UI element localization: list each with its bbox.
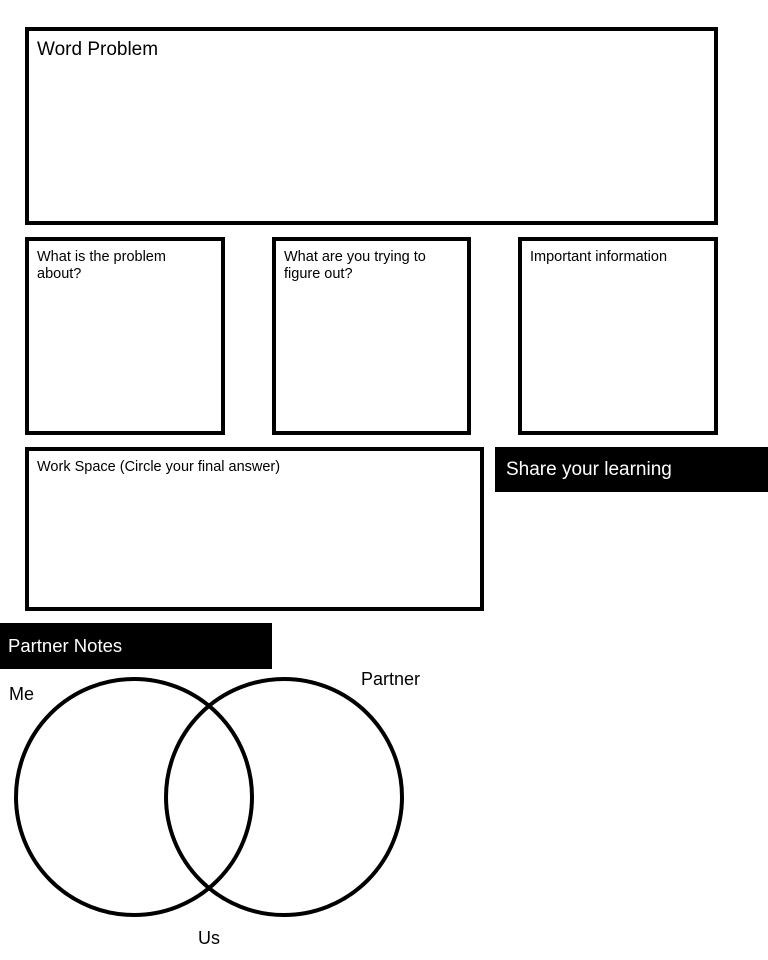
problem-about-label: What is the problem about? [37, 249, 166, 282]
important-info-label: Important information [530, 249, 668, 265]
problem-about-box[interactable] [25, 237, 225, 435]
share-learning-banner [495, 447, 768, 492]
work-space-label: Work Space (Circle your final answer) [37, 459, 281, 475]
figure-out-box[interactable] [272, 237, 471, 435]
venn-label-me: Me [9, 684, 35, 704]
venn-circle-partner[interactable] [166, 679, 402, 915]
figure-out-label: What are you trying to figure out? [284, 249, 426, 282]
important-info-box[interactable] [518, 237, 718, 435]
work-space-box[interactable] [25, 447, 484, 611]
partner-notes-label: Partner Notes [8, 635, 123, 656]
venn-label-us: Us [198, 928, 220, 948]
venn-label-partner: Partner [361, 669, 421, 689]
share-learning-label: Share your learning [506, 458, 672, 480]
word-problem-label: Word Problem [37, 39, 159, 60]
venn-circle-me[interactable] [16, 679, 252, 915]
venn-diagram [0, 660, 420, 930]
word-problem-box[interactable] [25, 27, 718, 225]
